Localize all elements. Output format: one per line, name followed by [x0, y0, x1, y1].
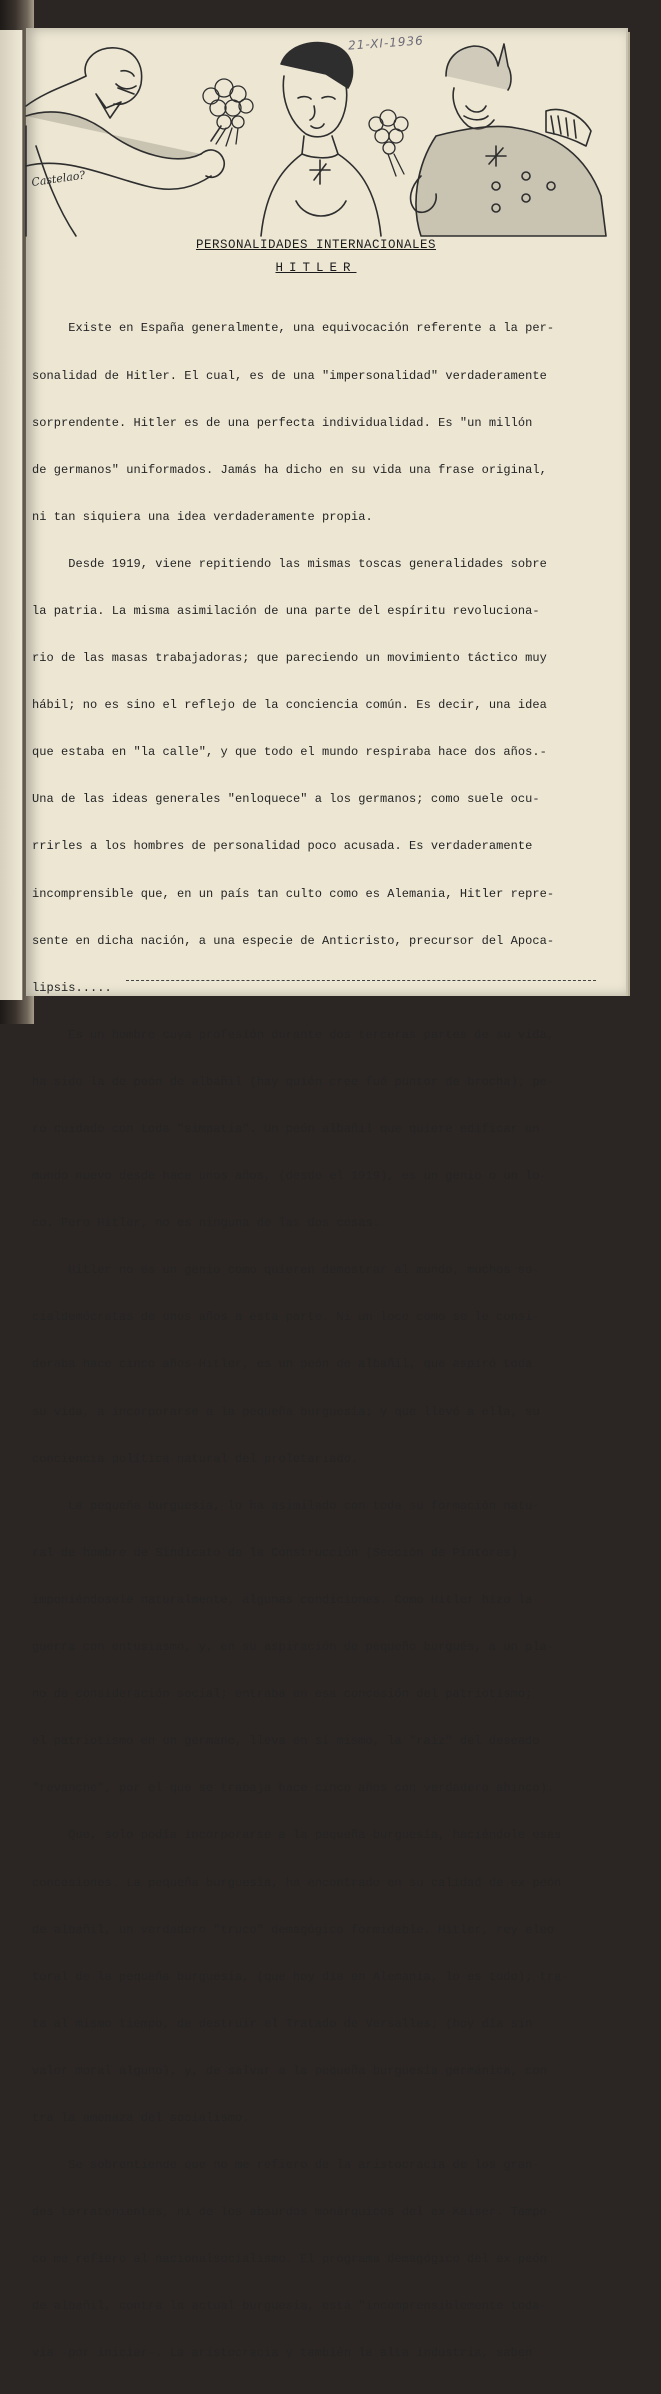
text-line: tra la amenaza del socialismo.	[32, 2110, 250, 2125]
text-line: mundo nuevo desde hace unos años, (desde el 1919), es un genio o un lo-	[32, 1169, 547, 1184]
text-line: el patriotismo en un germano, lleva en sí mismo, la "raíz" del deseado	[32, 1734, 540, 1749]
bouquet-left	[203, 79, 253, 146]
text-line: la patria. La misma asimilación de una parte del espíritu revoluciona-	[32, 603, 540, 618]
page-stack-edge	[626, 32, 630, 996]
caricature-right-figure	[411, 44, 606, 236]
caricature-illustration	[26, 36, 626, 236]
text-line: valor moral alguno), y, de salvar a la pequeña burguesía germánica, con	[32, 2063, 547, 2078]
text-line: vía -por iniciar-. La aristocracia y también la alta industria, saben	[32, 2346, 533, 2361]
text-line: Desde 1919, viene repitiendo las mismas toscas generalidades sobre	[32, 556, 547, 571]
text-line: Es un hombre cuya profesión durante dos terceras partes de su vida,	[32, 1027, 555, 1042]
article-body	[32, 290, 592, 2394]
text-line: ha sido la de peón de albañil (hay quién cree fué puntor de brocha); pe-	[32, 1074, 555, 1089]
article-title: HITLER	[275, 261, 357, 275]
text-line: hábil; no es sino el reflejo de la conciencia común. Es decir, una idea	[32, 698, 547, 713]
text-line: no de consideración social; entraba en esa concesión del patriotismo;	[32, 1687, 533, 1702]
text-line: Que, solo podía incorporarse a la pequeña burguesía, haciéndole esas	[32, 1828, 562, 1843]
text-line: rio de las masas trabajadoras; que pareciendo un movimiento táctico muy	[32, 651, 547, 666]
text-line: Se sobrentiende que no me refiero de la aristocracia de los gran-	[32, 2158, 540, 2173]
text-line: que estaba en "la calle", y que todo el mundo respiraba hace dos años.-	[32, 745, 547, 760]
text-line: ta al mismo tiempo, de destruir el Tratado de Versalles; (hoy día sin	[32, 2016, 533, 2031]
signature	[31, 169, 87, 189]
text-line: ni tan siquiera una idea verdaderamente propia.	[32, 509, 373, 524]
text-line: ral de hombre de Sindicato de la Construcción (Sección de Pintores)	[32, 1545, 518, 1560]
text-line: de albañil, un verdadero "truco" demagógico formidable. Hitler, rey eleo-	[32, 1922, 562, 1937]
dashed-rule	[126, 980, 596, 981]
text-line: conciencia política natural del proletariado.	[32, 1451, 359, 1466]
text-line: sonalidad de Hitler. El cual, es de una "impersonalidad" verdaderamente	[32, 368, 547, 383]
text-line: Una de las ideas generales "enloquece" a los germanos; como suele ocu-	[32, 792, 540, 807]
text-line: toral de la pequeña burguesía, (que hoy día en Alemania, lo es todo); tra-	[32, 1969, 569, 1984]
text-line: Hitler no es un genio como quieren demostrar al mundo, muchos so-	[32, 1263, 540, 1278]
text-line: guerra con entusiasmo, y, en su aspiración de pequeño burgués, a un pla-	[32, 1640, 555, 1655]
text-line: lipsis.....	[32, 980, 112, 995]
text-line: "revanche", por el que se trabaja hace cinco años con verdadero ahinco).	[32, 1781, 555, 1796]
text-line: incomprensible que, en un país tan culto como es Alemania, Hitler repre-	[32, 886, 555, 901]
text-line: sorprendente. Hitler es de una perfecta individualidad. Es "un millón	[32, 415, 533, 430]
text-line: su vida, a incorporarse a la pequeña burguesía; y que llevó a ella, su	[32, 1404, 540, 1419]
text-line: deraba hace cinco años-Hitler, es un peón de albañil, que aspiró toda	[32, 1357, 533, 1372]
text-line: co me refiero al nacionalsocialismo. El programa demagógico del ex-peón	[32, 2252, 547, 2267]
handwritten-date: 21-XI-1936	[347, 33, 425, 53]
text-line: de germanos" uniformados. Jamás ha dicho en su vida una frase original,	[32, 462, 547, 477]
caricature-left-figure	[26, 48, 224, 236]
text-line: rrirles a los hombres de personalidad poco acusada. Es verdaderamente	[32, 839, 533, 854]
caricature-middle-figure	[261, 43, 381, 236]
svg-text:Castelao?: Castelao?	[30, 168, 87, 189]
text-line: cialdemócratas de unos años a esta parte. Ni un loco como se le consi-	[32, 1310, 540, 1325]
text-line: ro cuidado con toda "simpatía". Un peón albañil que quiere edificar un	[32, 1122, 540, 1136]
text-line: concesiones. La pequeña burguesía, ha encontrado en su calidad de ex-peón	[32, 1875, 562, 1890]
text-line: Existe en España generalmente, una equivocación referente a la per-	[32, 321, 555, 336]
bouquet-right	[369, 110, 408, 176]
text-line: des terratenientes, ni de los absurdos monárquicos del ex-Kaiser. Tampo-	[32, 2205, 555, 2220]
text-line: imponiéndosele naturalmente, algunas condiciones. Como Hitler hizo la	[32, 1592, 533, 1607]
text-line: de albañil, contra la actual burguesía, está "incomprensiblemente toda-	[32, 2299, 547, 2314]
section-heading: PERSONALIDADES INTERNACIONALES	[195, 238, 437, 252]
text-line: sente en dicha nación, a una especie de Anticristo, precursor del Apoca-	[32, 933, 555, 948]
facing-page-edge	[0, 30, 23, 1000]
document-page	[26, 28, 626, 2361]
text-line: co. Pero Hitler, no es ninguna de las dos cosas.	[32, 1216, 381, 1231]
text-line: La pequeña burguesía, lo ha asimilado con toda su formación natu-	[32, 1498, 540, 1513]
